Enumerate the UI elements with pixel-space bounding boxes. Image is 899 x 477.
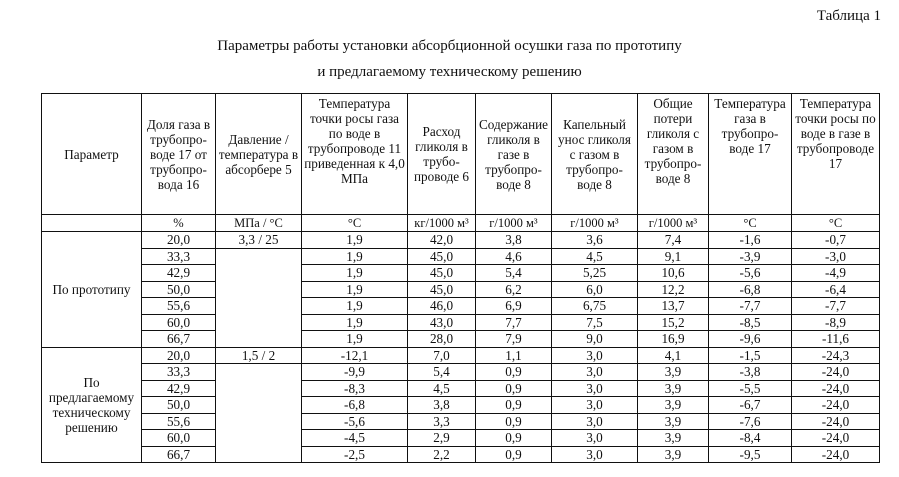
cell-pressure-temperature: 1,5 / 2 — [216, 347, 302, 364]
table-title-line-1: Параметры работы установки абсорбционной осушки газа по прототипу — [217, 38, 682, 54]
cell-dew-point-17: -4,9 — [792, 265, 880, 282]
table-row — [42, 364, 880, 381]
cell-glycol-flow: 43,0 — [408, 314, 476, 331]
cell-glycol-carryover: 9,0 — [552, 331, 638, 348]
cell-gas-share: 20,0 — [142, 232, 216, 249]
cell-glycol-content: 4,6 — [476, 248, 552, 265]
cell-dew-point-17: -24,0 — [792, 364, 880, 381]
cell-total-losses: 12,2 — [638, 281, 709, 298]
cell-gas-share: 66,7 — [142, 331, 216, 348]
header-glycol-carryover: Капельный унос гликоля с газом в трубопро-воде 8 — [552, 94, 638, 215]
cell-glycol-content: 0,9 — [476, 364, 552, 381]
cell-glycol-content: 0,9 — [476, 397, 552, 414]
cell-gas-share: 60,0 — [142, 314, 216, 331]
cell-gas-temperature: -8,4 — [709, 430, 792, 447]
table-row — [42, 413, 880, 430]
table-row — [42, 248, 880, 265]
cell-dew-point-11: 1,9 — [302, 265, 408, 282]
table-row — [42, 265, 880, 282]
table-row — [42, 347, 880, 364]
table-number: Таблица 1 — [816, 8, 881, 24]
unit-cell: °С — [302, 215, 408, 232]
header-parameter: Параметр — [42, 94, 142, 215]
cell-gas-share: 33,3 — [142, 364, 216, 381]
cell-dew-point-17: -8,9 — [792, 314, 880, 331]
unit-cell: °С — [792, 215, 880, 232]
cell-total-losses: 3,9 — [638, 413, 709, 430]
cell-glycol-carryover: 6,0 — [552, 281, 638, 298]
cell-total-losses: 3,9 — [638, 446, 709, 463]
cell-glycol-content: 0,9 — [476, 446, 552, 463]
unit-cell: МПа / °С — [216, 215, 302, 232]
cell-dew-point-11: 1,9 — [302, 248, 408, 265]
cell-glycol-carryover: 3,6 — [552, 232, 638, 249]
cell-total-losses: 3,9 — [638, 430, 709, 447]
cell-glycol-flow: 2,2 — [408, 446, 476, 463]
cell-dew-point-11: 1,9 — [302, 232, 408, 249]
parameters-table — [41, 93, 880, 463]
cell-total-losses: 9,1 — [638, 248, 709, 265]
units-empty-cell — [42, 215, 142, 232]
cell-dew-point-17: -24,3 — [792, 347, 880, 364]
unit-cell: г/1000 м³ — [638, 215, 709, 232]
unit-cell: кг/1000 м³ — [408, 215, 476, 232]
cell-glycol-content: 3,8 — [476, 232, 552, 249]
cell-gas-share: 50,0 — [142, 397, 216, 414]
unit-cell: г/1000 м³ — [552, 215, 638, 232]
cell-gas-share: 42,9 — [142, 380, 216, 397]
cell-gas-temperature: -1,6 — [709, 232, 792, 249]
header-row — [42, 94, 880, 215]
group-label: По предлагаемому техническому решению — [42, 347, 142, 463]
table-row — [42, 314, 880, 331]
cell-glycol-flow: 3,3 — [408, 413, 476, 430]
cell-dew-point-11: -2,5 — [302, 446, 408, 463]
cell-gas-temperature: -9,6 — [709, 331, 792, 348]
cell-glycol-flow: 7,0 — [408, 347, 476, 364]
cell-glycol-content: 0,9 — [476, 430, 552, 447]
table-row — [42, 380, 880, 397]
cell-dew-point-11: -8,3 — [302, 380, 408, 397]
cell-gas-share: 60,0 — [142, 430, 216, 447]
unit-cell: % — [142, 215, 216, 232]
cell-gas-share: 42,9 — [142, 265, 216, 282]
cell-dew-point-17: -11,6 — [792, 331, 880, 348]
cell-dew-point-17: -24,0 — [792, 380, 880, 397]
cell-dew-point-17: -6,4 — [792, 281, 880, 298]
header-gas-share: Доля газа в трубопро-воде 17 от трубопро-вода 16 — [142, 94, 216, 215]
cell-dew-point-17: -24,0 — [792, 397, 880, 414]
cell-glycol-flow: 45,0 — [408, 265, 476, 282]
cell-gas-share: 66,7 — [142, 446, 216, 463]
cell-gas-temperature: -9,5 — [709, 446, 792, 463]
cell-dew-point-11: -6,8 — [302, 397, 408, 414]
cell-gas-share: 50,0 — [142, 281, 216, 298]
cell-dew-point-17: -24,0 — [792, 430, 880, 447]
cell-glycol-content: 7,7 — [476, 314, 552, 331]
table-row — [42, 430, 880, 447]
cell-dew-point-11: 1,9 — [302, 331, 408, 348]
cell-gas-temperature: -8,5 — [709, 314, 792, 331]
cell-glycol-flow: 45,0 — [408, 248, 476, 265]
cell-glycol-content: 6,9 — [476, 298, 552, 315]
cell-gas-temperature: -3,8 — [709, 364, 792, 381]
cell-glycol-flow: 4,5 — [408, 380, 476, 397]
table-row — [42, 331, 880, 348]
cell-gas-temperature: -7,7 — [709, 298, 792, 315]
header-gas-temperature: Температура газа в трубопро-воде 17 — [709, 94, 792, 215]
cell-glycol-flow: 45,0 — [408, 281, 476, 298]
cell-glycol-content: 6,2 — [476, 281, 552, 298]
cell-glycol-carryover: 3,0 — [552, 397, 638, 414]
cell-total-losses: 3,9 — [638, 380, 709, 397]
cell-gas-temperature: -1,5 — [709, 347, 792, 364]
header-dew-point-line-17: Температура точки росы по воде в газе в трубопроводе 17 — [792, 94, 880, 215]
cell-gas-share: 33,3 — [142, 248, 216, 265]
cell-glycol-flow: 46,0 — [408, 298, 476, 315]
cell-dew-point-17: -3,0 — [792, 248, 880, 265]
table-row — [42, 232, 880, 249]
cell-gas-share: 20,0 — [142, 347, 216, 364]
cell-glycol-content: 5,4 — [476, 265, 552, 282]
header-pressure-temperature: Давление / температура в абсорбере 5 — [216, 94, 302, 215]
cell-dew-point-11: 1,9 — [302, 314, 408, 331]
cell-glycol-carryover: 3,0 — [552, 347, 638, 364]
cell-glycol-content: 0,9 — [476, 413, 552, 430]
table-body — [42, 232, 880, 463]
table-row — [42, 281, 880, 298]
header-total-glycol-losses: Общие потери гликоля с газом в трубопро-воде 8 — [638, 94, 709, 215]
table-row — [42, 397, 880, 414]
header-glycol-content: Содержание гликоля в газе в трубопро-воде 8 — [476, 94, 552, 215]
cell-glycol-flow: 2,9 — [408, 430, 476, 447]
cell-dew-point-17: -24,0 — [792, 413, 880, 430]
cell-glycol-carryover: 3,0 — [552, 364, 638, 381]
header-glycol-flow: Расход гликоля в трубо-проводе 6 — [408, 94, 476, 215]
group-label: По прототипу — [42, 232, 142, 348]
table-row — [42, 446, 880, 463]
cell-pressure-temperature: 3,3 / 25 — [216, 232, 302, 249]
header-dew-point-line-11: Температура точки росы газа по воде в трубопроводе 11 приведенная к 4,0 МПа — [302, 94, 408, 215]
cell-total-losses: 13,7 — [638, 298, 709, 315]
cell-gas-temperature: -5,6 — [709, 265, 792, 282]
cell-glycol-content: 1,1 — [476, 347, 552, 364]
cell-glycol-flow: 28,0 — [408, 331, 476, 348]
cell-total-losses: 3,9 — [638, 364, 709, 381]
table-row — [42, 298, 880, 315]
cell-dew-point-17: -7,7 — [792, 298, 880, 315]
cell-total-losses: 16,9 — [638, 331, 709, 348]
cell-pressure-temperature-empty — [216, 364, 302, 463]
cell-total-losses: 4,1 — [638, 347, 709, 364]
cell-pressure-temperature-empty — [216, 248, 302, 347]
cell-gas-temperature: -7,6 — [709, 413, 792, 430]
cell-dew-point-11: -12,1 — [302, 347, 408, 364]
cell-gas-temperature: -3,9 — [709, 248, 792, 265]
cell-dew-point-17: -0,7 — [792, 232, 880, 249]
cell-glycol-flow: 42,0 — [408, 232, 476, 249]
cell-gas-share: 55,6 — [142, 413, 216, 430]
cell-gas-share: 55,6 — [142, 298, 216, 315]
cell-gas-temperature: -5,5 — [709, 380, 792, 397]
cell-glycol-carryover: 4,5 — [552, 248, 638, 265]
cell-gas-temperature: -6,8 — [709, 281, 792, 298]
cell-total-losses: 15,2 — [638, 314, 709, 331]
cell-dew-point-11: 1,9 — [302, 298, 408, 315]
cell-dew-point-11: -9,9 — [302, 364, 408, 381]
unit-cell: °С — [709, 215, 792, 232]
cell-gas-temperature: -6,7 — [709, 397, 792, 414]
cell-glycol-flow: 5,4 — [408, 364, 476, 381]
unit-cell: г/1000 м³ — [476, 215, 552, 232]
cell-glycol-carryover: 7,5 — [552, 314, 638, 331]
cell-total-losses: 10,6 — [638, 265, 709, 282]
table-title-line-2: и предлагаемому техническому решению — [317, 64, 582, 80]
cell-glycol-carryover: 5,25 — [552, 265, 638, 282]
cell-glycol-flow: 3,8 — [408, 397, 476, 414]
cell-dew-point-11: 1,9 — [302, 281, 408, 298]
cell-total-losses: 7,4 — [638, 232, 709, 249]
cell-dew-point-11: -4,5 — [302, 430, 408, 447]
units-row — [42, 215, 880, 232]
cell-glycol-carryover: 3,0 — [552, 430, 638, 447]
cell-glycol-carryover: 6,75 — [552, 298, 638, 315]
cell-dew-point-11: -5,6 — [302, 413, 408, 430]
cell-glycol-carryover: 3,0 — [552, 380, 638, 397]
cell-dew-point-17: -24,0 — [792, 446, 880, 463]
cell-total-losses: 3,9 — [638, 397, 709, 414]
cell-glycol-carryover: 3,0 — [552, 413, 638, 430]
cell-glycol-carryover: 3,0 — [552, 446, 638, 463]
cell-glycol-content: 0,9 — [476, 380, 552, 397]
cell-glycol-content: 7,9 — [476, 331, 552, 348]
